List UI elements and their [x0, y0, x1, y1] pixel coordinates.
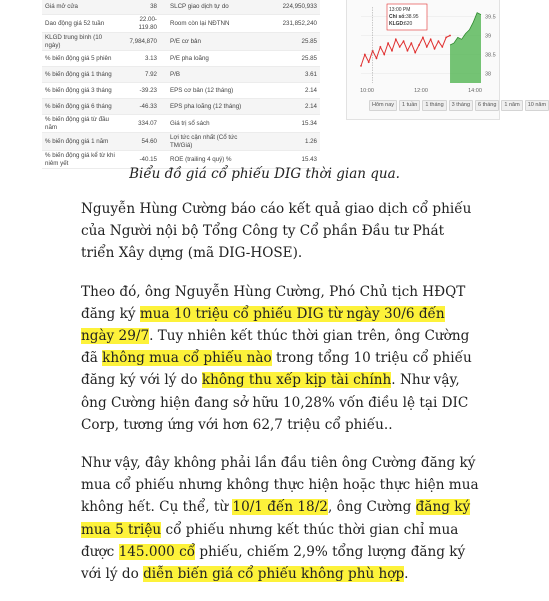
data-point — [418, 44, 420, 46]
stat-label: % biến động giá 5 phiên — [45, 54, 112, 62]
range-button[interactable]: 6 tháng — [475, 100, 499, 111]
data-point — [430, 38, 432, 40]
stat-label: Dao động giá 52 tuần — [45, 19, 105, 27]
range-button[interactable]: 3 tháng — [449, 100, 473, 111]
stat-value: 15.34 — [301, 119, 317, 127]
stat-value: 15.43 — [301, 155, 317, 163]
stat-label: % biến động giá 3 tháng — [45, 86, 112, 94]
stat-value: 22.00-119.80 — [138, 16, 157, 31]
stat-label: ROE (trailing 4 quý) % — [170, 155, 232, 163]
stat-label: Giá trị sổ sách — [170, 119, 210, 127]
data-point — [364, 54, 366, 56]
stat-label: % biến động giá kể từ khi niêm yết — [45, 152, 115, 167]
data-point — [391, 50, 393, 52]
stat-label: SLCP giao dịch tự do — [170, 2, 229, 10]
highlighted-text: không mua cổ phiếu nào — [102, 350, 272, 367]
table-row — [42, 33, 320, 51]
stat-value: 7,984,870 — [129, 37, 157, 45]
article-paragraph — [81, 198, 481, 265]
tooltip-text: 13:00 PM — [389, 7, 411, 13]
tooltip-text: Chỉ số: — [389, 14, 406, 20]
stat-label: P/B — [170, 70, 180, 78]
stat-value: 25.85 — [301, 37, 317, 45]
tooltip-value: 620 — [404, 21, 413, 27]
stat-label: % biến động giá 6 tháng — [45, 102, 112, 110]
stat-value: -39.23 — [139, 86, 157, 94]
data-point — [438, 40, 440, 42]
highlighted-text: mua 10 triệu cổ phiếu DIG từ ngày 30/6 đến ngày 29/7 — [81, 305, 445, 345]
stat-value: 38 — [150, 2, 157, 10]
stat-value: 224,950,933 — [282, 2, 317, 10]
table-row — [42, 15, 320, 33]
range-button[interactable]: 10 năm — [525, 100, 549, 111]
stat-value: -46.33 — [139, 102, 157, 110]
stat-value: -40.15 — [139, 155, 157, 163]
paragraph-text: Nguyễn Hùng Cường báo cáo kết quả giao dịch cổ phiếu của Người nội bộ Tổng Công ty Cổ phần Đầu tư Phát triển Xây dựng (mã DIG-HOSE). — [81, 201, 472, 262]
article-paragraph — [81, 281, 481, 436]
data-point — [379, 46, 381, 48]
stat-value: 3.61 — [304, 70, 317, 78]
time-range-bar — [369, 100, 549, 111]
stat-value: 54.60 — [141, 137, 157, 145]
table-row — [42, 0, 320, 15]
highlighted-text: diễn biến giá cổ phiếu không phù hợp — [143, 566, 405, 583]
data-point — [403, 40, 405, 42]
highlighted-text: không thu xếp kịp tài chính — [201, 372, 392, 389]
paragraph-text: Như vậy, đây không phải lần đầu tiên ông Cường đăng ký mua cổ phiếu nhưng không thực hiện hoặc thực hiện mua không hết. Cụ thể, từ — [81, 455, 479, 516]
tooltip-text: KLGD: — [389, 21, 405, 27]
highlighted-text: 145.000 cổ — [118, 543, 196, 560]
price-chart — [347, 0, 499, 99]
stat-label: % biến động giá 1 năm — [45, 137, 109, 145]
paragraph-text: . Như vậy, ông Cường hiện đang sở hữu 10,28% vốn điều lệ tại DIC Corp, tương ứng với hơn 62,7 triệu cổ phiếu.. — [81, 372, 469, 433]
data-point — [422, 37, 424, 39]
table-row — [42, 83, 320, 99]
highlighted-text: đăng ký mua 5 triệu — [81, 499, 471, 538]
stat-value: 2.14 — [304, 86, 317, 94]
stat-label: % biến động giá 1 tháng — [45, 70, 112, 78]
chart-caption: Biểu đồ giá cổ phiếu DIG thời gian qua. — [129, 166, 400, 182]
series-area-2 — [450, 13, 481, 83]
stock-chart-widget — [346, 0, 547, 120]
data-point — [414, 52, 416, 54]
table-row — [42, 99, 320, 115]
paragraph-text: , ông Cường — [327, 499, 416, 516]
data-point — [376, 57, 378, 59]
stat-label: EPS cơ bản (12 tháng) — [170, 86, 234, 94]
stat-value: 25.85 — [301, 54, 317, 62]
stat-value: 7.92 — [144, 70, 157, 78]
article-paragraph — [81, 452, 481, 585]
table-row — [42, 115, 320, 133]
y-tick-label: 39.5 — [485, 14, 496, 21]
range-button[interactable]: 1 tuần — [399, 100, 420, 111]
data-point — [368, 61, 370, 63]
table-row — [42, 67, 320, 83]
stat-label: Room còn lại NĐTNN — [170, 19, 230, 27]
data-point — [360, 65, 362, 67]
table-row — [42, 51, 320, 67]
stat-value: 334.07 — [138, 119, 157, 127]
paragraph-text: phiếu, chiếm 2,9% tổng lượng đăng ký với lý do — [81, 543, 466, 583]
series-line-1 — [361, 36, 450, 66]
paragraph-text: cổ phiếu nhưng kết thúc thời gian chỉ mua được — [81, 521, 459, 560]
range-button[interactable]: Hôm nay — [369, 100, 397, 111]
stat-label: P/E cơ bản — [170, 37, 201, 45]
y-tick-label: 39 — [485, 33, 492, 40]
stat-label: Giá mở cửa — [45, 2, 78, 10]
data-point — [410, 42, 412, 44]
data-point — [426, 46, 428, 48]
stat-value: 2.14 — [304, 102, 317, 110]
stat-value: 231,852,240 — [282, 19, 317, 27]
paragraph-text: trong tổng 10 triệu cổ phiếu đăng ký với lý do — [81, 350, 472, 389]
range-button[interactable]: 1 năm — [501, 100, 522, 111]
stock-stats-table — [42, 0, 320, 169]
paragraph-text: . Tuy nhiên kết thúc thời gian trên, ông Cường đã — [81, 328, 470, 367]
stat-value: 1.26 — [304, 137, 317, 145]
x-tick-label: 12:00 — [414, 88, 428, 94]
data-point — [449, 35, 451, 37]
stat-label: P/E pha loãng — [170, 54, 209, 62]
stat-label: % biến động giá từ đầu năm — [45, 116, 110, 131]
paragraph-text: Theo đó, ông Nguyễn Hùng Cường, Phó Chủ tịch HĐQT đăng ký — [81, 283, 466, 322]
y-tick-label: 38 — [485, 71, 492, 78]
x-tick-label: 14:00 — [468, 88, 482, 94]
x-tick-label: 10:00 — [360, 88, 374, 94]
stat-label: Lợi tức cận nhất (Cổ tức TM/Giá) — [170, 134, 238, 149]
data-point — [383, 54, 385, 56]
data-point — [434, 48, 436, 50]
stat-label: KLGD trung bình (10 ngày) — [45, 34, 103, 49]
data-point — [387, 42, 389, 44]
data-point — [399, 46, 401, 48]
tooltip-value: 38.95 — [406, 14, 419, 20]
paragraph-text: . — [404, 566, 409, 583]
data-point — [407, 50, 409, 52]
data-point — [395, 38, 397, 40]
highlighted-text: 10/1 đến 18/2 — [232, 499, 328, 516]
stat-label: EPS pha loãng (12 tháng) — [170, 102, 242, 110]
stat-value: 3.13 — [144, 54, 157, 62]
data-point — [445, 37, 447, 39]
table-row — [42, 133, 320, 151]
y-tick-label: 38.5 — [485, 52, 496, 59]
article-body — [81, 198, 481, 601]
data-point — [441, 46, 443, 48]
range-button[interactable]: 1 tháng — [422, 100, 446, 111]
